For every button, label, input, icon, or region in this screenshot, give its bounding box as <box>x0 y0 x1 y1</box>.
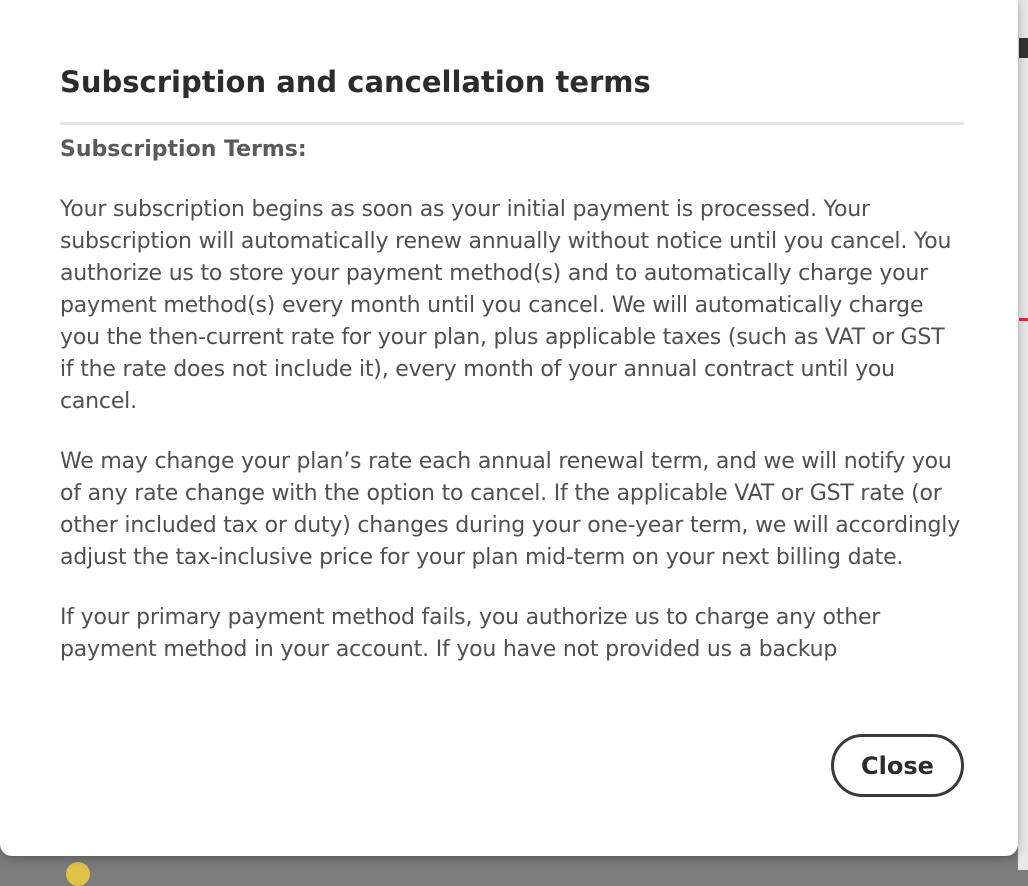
background-page-mark <box>1019 38 1028 58</box>
background-page-accent <box>1019 318 1028 321</box>
dialog-title: Subscription and cancellation terms <box>60 65 651 99</box>
background-page-badge <box>66 862 90 886</box>
terms-paragraph-2: We may change your plan’s rate each annual renewal term, and we will notify you of any rate change with the option to cancel. If the applicable VAT or GST rate (or other included tax or duty) changes during your one-year term, we will accordingly adjust the tax-inclusive price for your plan mid-term on your next billing date. <box>60 449 961 570</box>
close-button[interactable]: Close <box>831 734 964 797</box>
title-divider <box>60 122 964 125</box>
background-page-edge <box>1018 0 1028 870</box>
terms-paragraph-1: Your subscription begins as soon as your initial payment is processed. Your subscription will automatically renew annually without notice until you cancel. You authorize us to store your payment method(s) and to automatically charge your payment method(s) every month until you cancel. We will automatically charge you the then-current rate for your plan, plus applicable taxes (such as VAT or GST if the rate does not include it), every month of your annual contract until you cancel. <box>60 197 952 414</box>
terms-paragraph-3: If your primary payment method fails, you authorize us to charge any other payment method in your account. If you have not provided us a backup <box>60 605 881 662</box>
section-heading: Subscription Terms: <box>60 137 307 162</box>
terms-content[interactable] <box>60 134 964 700</box>
